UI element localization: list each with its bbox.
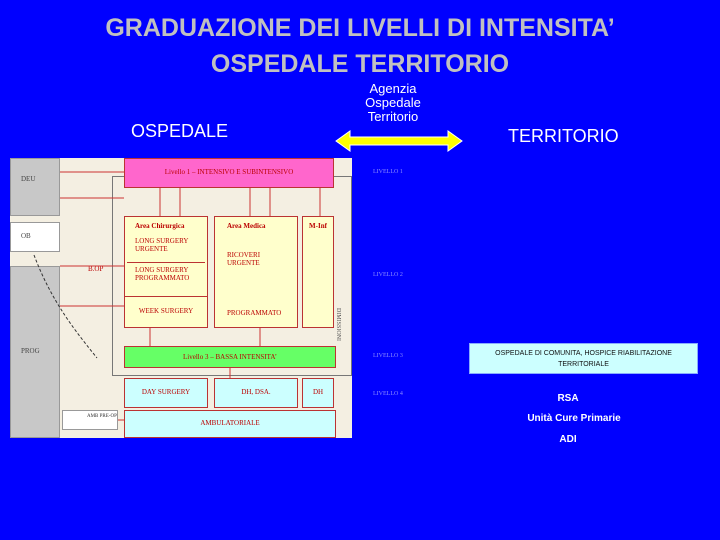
deu-text: DEU: [21, 175, 36, 183]
title-line-1: GRADUAZIONE DEI LIVELLI DI INTENSITA’: [105, 14, 615, 42]
livello-3-label: LIVELLO 3: [373, 353, 403, 359]
amb-box: AMB PRE-OP: [62, 410, 118, 430]
level1-box: Livello 1 – INTENSIVO E SUBINTENSIVO: [124, 158, 334, 188]
hospital-diagram: [10, 158, 352, 438]
prog-text: PROG: [21, 347, 40, 355]
title-line-2: OSPEDALE TERRITORIO: [210, 50, 510, 78]
agency-line-1: Agenzia: [369, 81, 417, 96]
agency-line-2: Ospedale: [365, 95, 421, 110]
programmato-text: PROGRAMMATO: [227, 309, 282, 317]
dh-box: DH: [302, 378, 334, 408]
rsa-text: RSA: [557, 393, 579, 404]
diagram-arrows: [10, 158, 352, 438]
week-surgery-box: WEEK SURGERY: [124, 296, 208, 328]
long-surgery-programmato-text: LONG SURGERY PROGRAMMATO: [135, 266, 190, 282]
ambulatoriale-box: AMBULATORIALE: [124, 410, 336, 438]
ricoveri-urgente-text: RICOVERI URGENTE: [227, 251, 261, 267]
livello-4-label: LIVELLO 4: [373, 391, 403, 397]
level3-box: Livello 3 – BASSA INTENSITA’: [124, 346, 336, 368]
livello-1-label: LIVELLO 1: [373, 169, 403, 175]
area-medica-text: Area Medica: [227, 222, 266, 230]
dimissioni-label: DIMISSIONI: [335, 308, 341, 341]
ucp-text: Unità Cure Primarie: [527, 413, 621, 424]
double-arrow-icon: [334, 128, 464, 154]
ob-text: OB: [21, 232, 31, 240]
m-inf-box: M-Inf: [302, 216, 334, 328]
area-chirurgica-text: Area Chirurgica: [135, 222, 185, 230]
dh-dsa-box: DH, DSA.: [214, 378, 298, 408]
livello-2-label: LIVELLO 2: [373, 272, 403, 278]
bop-text: B.OP: [88, 265, 104, 273]
agency-line-3: Territorio: [367, 109, 419, 124]
ospedale-label: OSPEDALE: [131, 121, 229, 141]
agency-label: [348, 82, 438, 124]
day-surgery-box: DAY SURGERY: [124, 378, 208, 408]
territorio-box: OSPEDALE DI COMUNITA, HOSPICE RIABILITAZIONE TERRITORIALE: [469, 343, 698, 374]
territorio-label: TERRITORIO: [508, 126, 619, 146]
adi-text: ADI: [559, 434, 577, 445]
long-surgery-urgente-text: LONG SURGERY URGENTE: [135, 237, 189, 253]
